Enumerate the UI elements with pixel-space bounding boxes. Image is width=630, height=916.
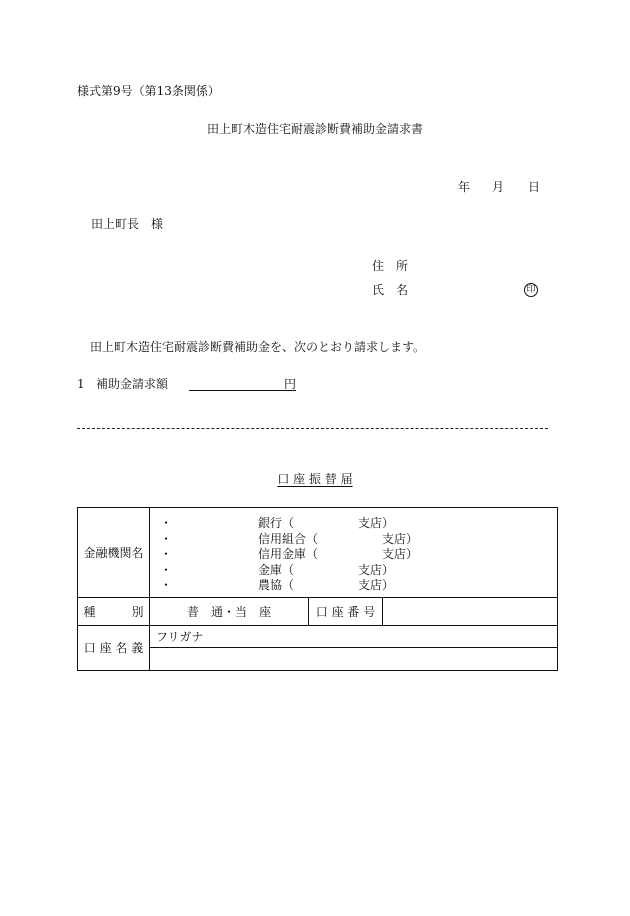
- list-item: [158, 575, 551, 591]
- bullet: ・: [160, 578, 173, 592]
- address-label: 住 所: [372, 259, 409, 273]
- bullet: ・: [160, 531, 173, 546]
- form-number: 様式第9号（第13条関係）: [77, 84, 220, 98]
- list-item: [158, 544, 551, 560]
- bullet: ・: [160, 562, 173, 577]
- addressee: 田上町長 様: [91, 217, 164, 231]
- financial-row: [78, 508, 558, 598]
- amount-blank-line: [189, 390, 296, 391]
- type-label: 種 別: [78, 597, 150, 625]
- institution-kind: 信用組合（: [258, 531, 319, 546]
- type-options: 普 通・当 座: [150, 597, 309, 625]
- account-name-label: 口 座 名 義: [78, 625, 150, 670]
- institution-branch: 支店）: [358, 516, 395, 530]
- institution-kind: 銀行（: [258, 516, 295, 530]
- bullet: ・: [160, 547, 173, 561]
- form-title: 田上町木造住宅耐震診断費補助金請求書: [206, 122, 423, 136]
- request-amount-label: 補助金請求額: [96, 377, 169, 391]
- transfer-title: 口 座 振 替 届: [277, 472, 353, 486]
- institution-kind: 農協（: [258, 578, 295, 592]
- list-item: [158, 529, 551, 545]
- name-label: 氏 名: [372, 283, 409, 297]
- furigana-label: フリガナ: [150, 625, 558, 647]
- date-month-label: 月: [492, 180, 505, 194]
- account-name-field[interactable]: [150, 647, 558, 670]
- institution-branch: 支店）: [382, 547, 419, 561]
- bullet: ・: [160, 516, 173, 530]
- financial-list: [150, 508, 558, 598]
- institution-branch: 支店）: [382, 531, 419, 546]
- date-year-label: 年: [458, 180, 471, 194]
- list-item: [158, 513, 551, 529]
- account-name-row: [78, 625, 558, 647]
- amount-unit: 円: [284, 377, 297, 391]
- cut-line: [77, 428, 548, 429]
- account-number-label: 口 座 番 号: [309, 597, 383, 625]
- request-statement: 田上町木造住宅耐震診断費補助金を、次のとおり請求します。: [90, 340, 426, 354]
- institution-kind: 信用金庫（: [258, 547, 319, 561]
- institution-branch: 支店）: [358, 562, 395, 577]
- list-item: [158, 560, 551, 576]
- institution-kind: 金庫（: [258, 562, 295, 577]
- request-item-number: 1: [77, 377, 85, 391]
- institution-branch: 支店）: [358, 578, 395, 592]
- seal-mark: 印: [524, 283, 538, 297]
- date-day-label: 日: [528, 180, 541, 194]
- account-number-field[interactable]: [383, 597, 558, 625]
- financial-label: 金融機関名: [78, 508, 150, 598]
- account-table: [77, 507, 558, 671]
- type-row: [78, 597, 558, 625]
- account-name-field-row: [78, 647, 558, 670]
